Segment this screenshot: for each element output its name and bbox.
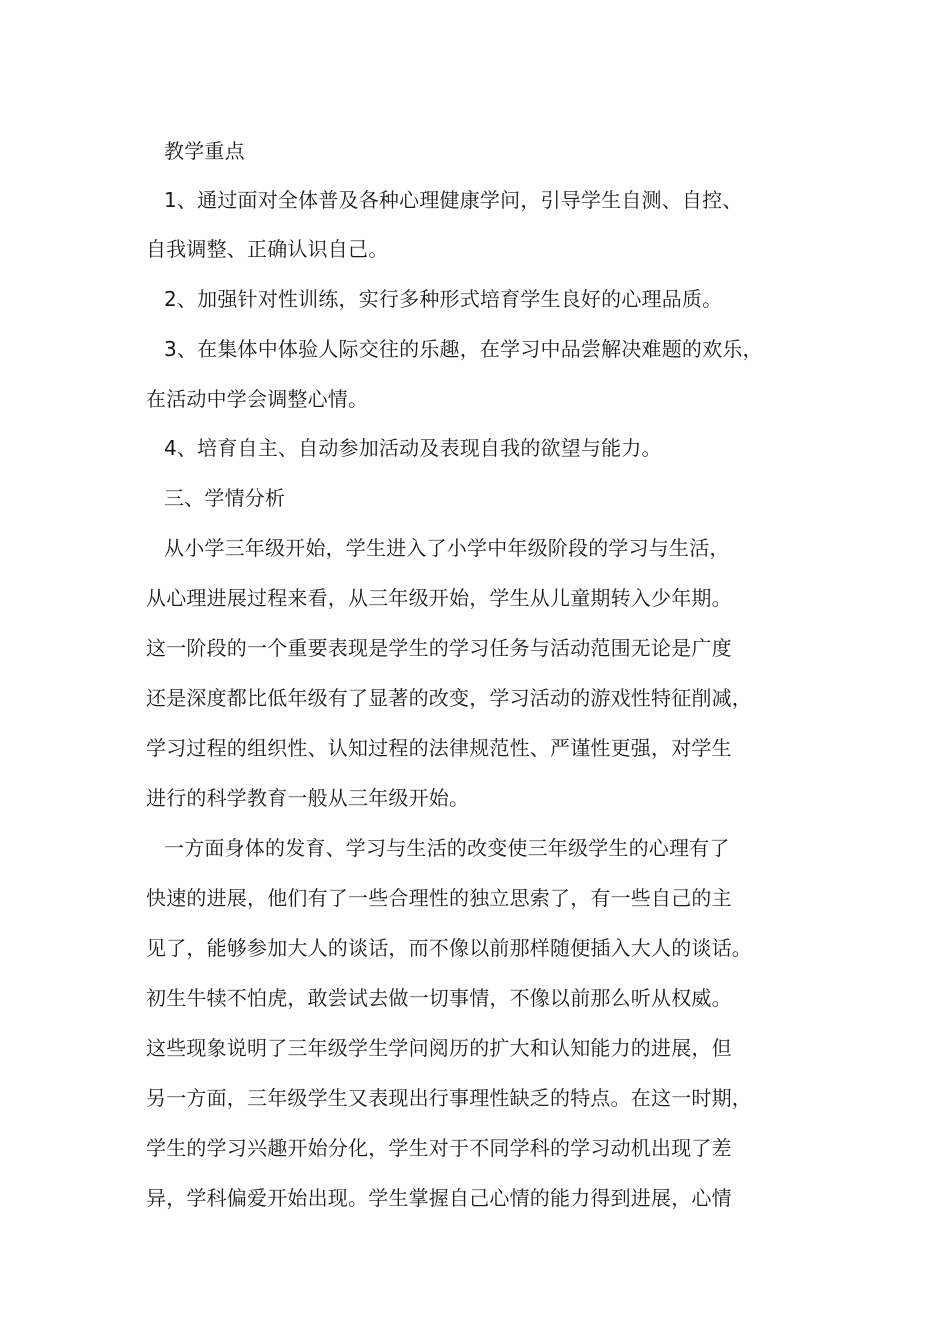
paragraph-line: 从小学三年级开始，学生进入了小学中年级阶段的学习与生活， xyxy=(164,536,730,560)
paragraph-line: 异，学科偏爱开始出现。学生掌握自己心情的能力得到进展，心情 xyxy=(146,1186,732,1210)
paragraph-line: 在活动中学会调整心情。 xyxy=(146,387,369,411)
paragraph-line: 从心理进展过程来看，从三年级开始，学生从儿童期转入少年期。 xyxy=(146,586,732,610)
paragraph-line: 这一阶段的一个重要表现是学生的学习任务与活动范围无论是广度 xyxy=(146,636,732,660)
section-heading-learning-analysis: 三、学情分析 xyxy=(164,486,286,510)
paragraph-line: 进行的科学教育一般从三年级开始。 xyxy=(146,786,470,810)
paragraph-line: 3、在集体中体验人际交往的乐趣，在学习中品尝解决难题的欢乐， xyxy=(164,337,763,361)
section-heading-teaching-focus: 教学重点 xyxy=(164,139,245,163)
paragraph-line: 这些现象说明了三年级学生学问阅历的扩大和认知能力的进展，但 xyxy=(146,1036,732,1060)
paragraph-line: 另一方面，三年级学生又表现出行事理性缺乏的特点。在这一时期， xyxy=(146,1086,752,1110)
paragraph-line: 4、培育自主、自动参加活动及表现自我的欲望与能力。 xyxy=(164,436,662,460)
paragraph-line: 学习过程的组织性、认知过程的法律规范性、严谨性更强，对学生 xyxy=(146,736,732,760)
paragraph-line: 1、通过面对全体普及各种心理健康学问，引导学生自测、自控、 xyxy=(164,188,743,212)
paragraph-line: 初生牛犊不怕虎，敢尝试去做一切事情，不像以前那么听从权威。 xyxy=(146,986,732,1010)
paragraph-line: 自我调整、正确认识自己。 xyxy=(146,237,389,261)
paragraph-line: 一方面身体的发育、学习与生活的改变使三年级学生的心理有了 xyxy=(164,836,730,860)
paragraph-line: 快速的进展，他们有了一些合理性的独立思索了，有一些自己的主 xyxy=(146,886,732,910)
paragraph-line: 2、加强针对性训练，实行多种形式培育学生良好的心理品质。 xyxy=(164,287,723,311)
paragraph-line: 学生的学习兴趣开始分化，学生对于不同学科的学习动机出现了差 xyxy=(146,1136,732,1160)
paragraph-line: 见了，能够参加大人的谈话，而不像以前那样随便插入大人的谈话。 xyxy=(146,936,752,960)
paragraph-line: 还是深度都比低年级有了显著的改变，学习活动的游戏性特征削减， xyxy=(146,686,752,710)
